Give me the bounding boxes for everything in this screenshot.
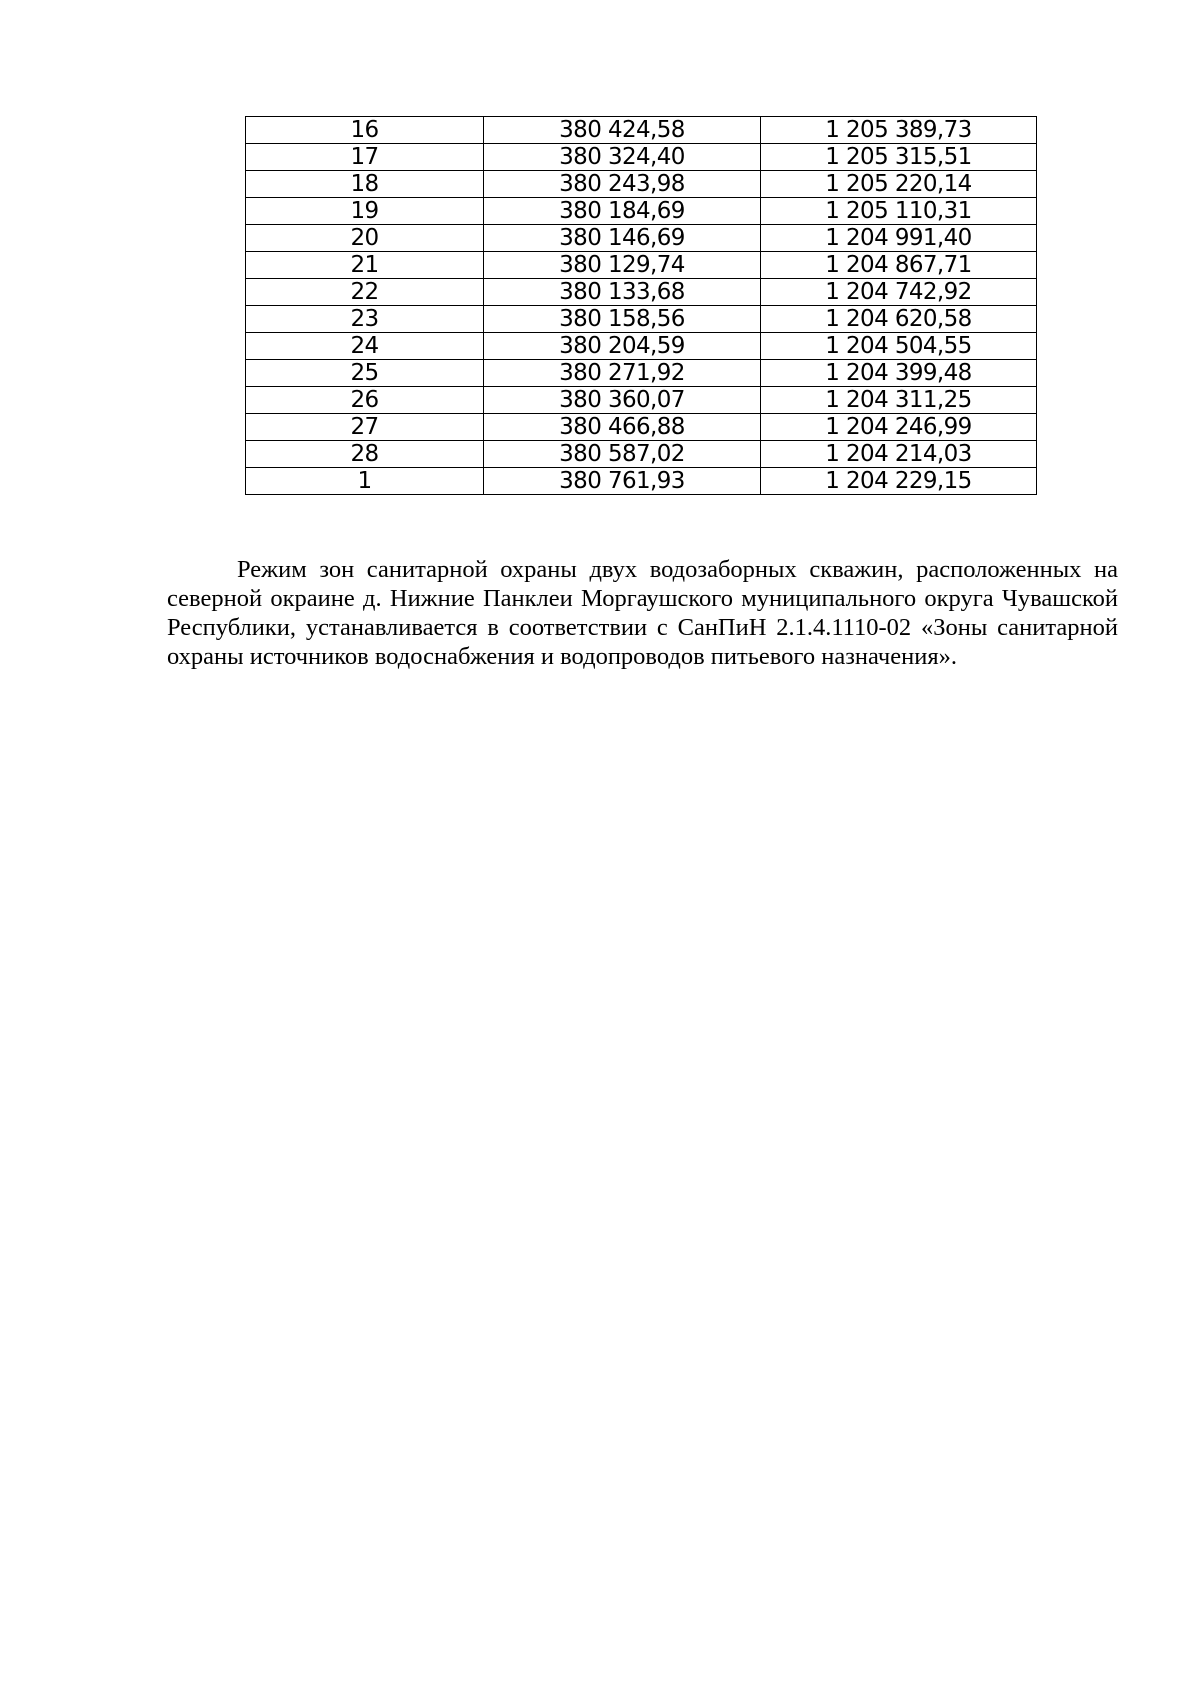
x-coordinate-cell: 380 204,59 [484, 333, 761, 360]
point-number-cell: 1 [246, 468, 484, 495]
table-row [246, 225, 1037, 252]
x-coordinate-cell: 380 587,02 [484, 441, 761, 468]
x-coordinate-cell: 380 466,88 [484, 414, 761, 441]
point-number-cell: 27 [246, 414, 484, 441]
point-number-cell: 18 [246, 171, 484, 198]
y-coordinate-cell: 1 204 991,40 [761, 225, 1037, 252]
point-number-cell: 22 [246, 279, 484, 306]
y-coordinate-cell: 1 205 315,51 [761, 144, 1037, 171]
x-coordinate-cell: 380 761,93 [484, 468, 761, 495]
point-number-cell: 21 [246, 252, 484, 279]
y-coordinate-cell: 1 204 311,25 [761, 387, 1037, 414]
y-coordinate-cell: 1 205 389,73 [761, 117, 1037, 144]
x-coordinate-cell: 380 271,92 [484, 360, 761, 387]
table-row [246, 360, 1037, 387]
point-number-cell: 28 [246, 441, 484, 468]
table-row [246, 387, 1037, 414]
x-coordinate-cell: 380 129,74 [484, 252, 761, 279]
x-coordinate-cell: 380 184,69 [484, 198, 761, 225]
y-coordinate-cell: 1 204 229,15 [761, 468, 1037, 495]
table-row [246, 468, 1037, 495]
y-coordinate-cell: 1 205 110,31 [761, 198, 1037, 225]
point-number-cell: 19 [246, 198, 484, 225]
x-coordinate-cell: 380 158,56 [484, 306, 761, 333]
point-number-cell: 25 [246, 360, 484, 387]
point-number-cell: 26 [246, 387, 484, 414]
table-row [246, 306, 1037, 333]
table-row [246, 279, 1037, 306]
y-coordinate-cell: 1 204 742,92 [761, 279, 1037, 306]
coordinates-table [245, 116, 1037, 495]
x-coordinate-cell: 380 133,68 [484, 279, 761, 306]
y-coordinate-cell: 1 204 867,71 [761, 252, 1037, 279]
table-row [246, 252, 1037, 279]
y-coordinate-cell: 1 204 399,48 [761, 360, 1037, 387]
point-number-cell: 17 [246, 144, 484, 171]
point-number-cell: 23 [246, 306, 484, 333]
table-row [246, 144, 1037, 171]
table-row [246, 333, 1037, 360]
table-row [246, 441, 1037, 468]
x-coordinate-cell: 380 146,69 [484, 225, 761, 252]
point-number-cell: 24 [246, 333, 484, 360]
x-coordinate-cell: 380 243,98 [484, 171, 761, 198]
table-row [246, 198, 1037, 225]
x-coordinate-cell: 380 324,40 [484, 144, 761, 171]
y-coordinate-cell: 1 204 246,99 [761, 414, 1037, 441]
point-number-cell: 20 [246, 225, 484, 252]
y-coordinate-cell: 1 204 504,55 [761, 333, 1037, 360]
y-coordinate-cell: 1 204 214,03 [761, 441, 1037, 468]
point-number-cell: 16 [246, 117, 484, 144]
x-coordinate-cell: 380 360,07 [484, 387, 761, 414]
table-row [246, 414, 1037, 441]
y-coordinate-cell: 1 204 620,58 [761, 306, 1037, 333]
y-coordinate-cell: 1 205 220,14 [761, 171, 1037, 198]
table-row [246, 117, 1037, 144]
sanitary-zone-paragraph: Режим зон санитарной охраны двух водозаборных скважин, расположенных на северной окраине д. Нижние Панклеи Моргаушского муниципального округа Чувашской Республики, устанавливается в соответствии с СанПиН 2.1.4.1110-02 «Зоны санитарной охраны источников водоснабжения и водопроводов питьевого назначения». [167, 556, 1118, 670]
table-row [246, 171, 1037, 198]
x-coordinate-cell: 380 424,58 [484, 117, 761, 144]
